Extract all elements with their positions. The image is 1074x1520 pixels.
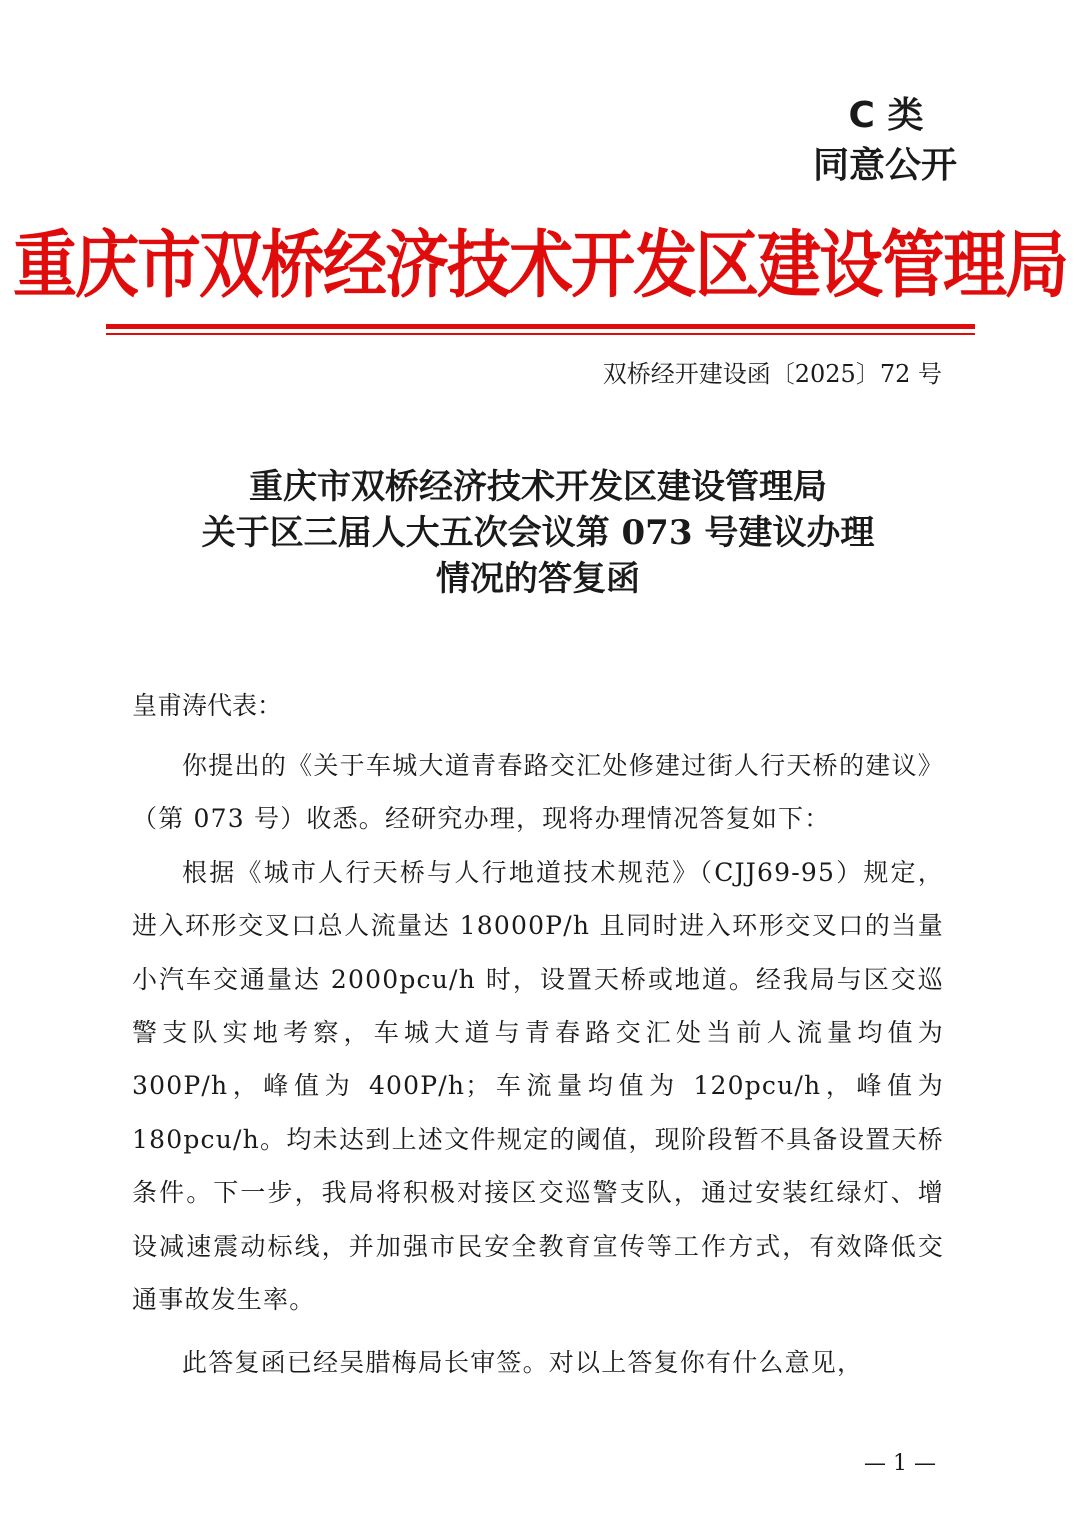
classification-label: C 类 [848,95,924,136]
salutation: 皇甫涛代表： [132,691,283,720]
paragraph-closing: 此答复函已经吴腊梅局长审签。对以上答复你有什么意见， [182,1348,864,1378]
title-line-2: 关于区三届人大五次会议第 073 号建议办理 [201,513,875,553]
letterhead-rule-thin [106,333,975,335]
letter-body [132,739,944,1390]
title-line-3: 情况的答复函 [436,559,640,599]
organization-letterhead: 重庆市双桥经济技术开发区建设管理局 [13,222,1067,309]
disclosure-label: 同意公开 [812,145,957,186]
document-number: 双桥经开建设函〔2025〕72 号 [602,360,942,388]
letterhead-rule-thick [106,324,975,329]
document-title [100,464,976,602]
paragraph-response: 根据《城市人行天桥与人行地道技术规范》（CJJ69-95）规定，进入环形交叉口总人流量达 18000P/h 且同时进入环形交叉口的当量小汽车交通量达 2000pcu/h 时，设置天桥或地道。经我局与区交巡警支队实地考察，车城大道与青春路交汇处当前人流量均值为 300P/h，峰值为 400P/h；车流量均值为 120pcu/h，峰值为 180pcu/h。均未达到上述文件规定的阈值，现阶段暂不具备设置天桥条件。下一步，我局将积极对接区交巡警支队，通过安装红绿灯、增设减速震动标线，并加强市民安全教育宣传等工作方式，有效降低交通事故发生率。 [132,857,944,1315]
paragraph-acknowledgement: 你提出的《关于车城大道青春路交汇处修建过街人行天桥的建议》（第 073 号）收悉。经研究办理，现将办理情况答复如下： [132,751,944,834]
page-number: — 1 — [864,1451,936,1476]
title-line-1: 重庆市双桥经济技术开发区建设管理局 [249,467,827,507]
